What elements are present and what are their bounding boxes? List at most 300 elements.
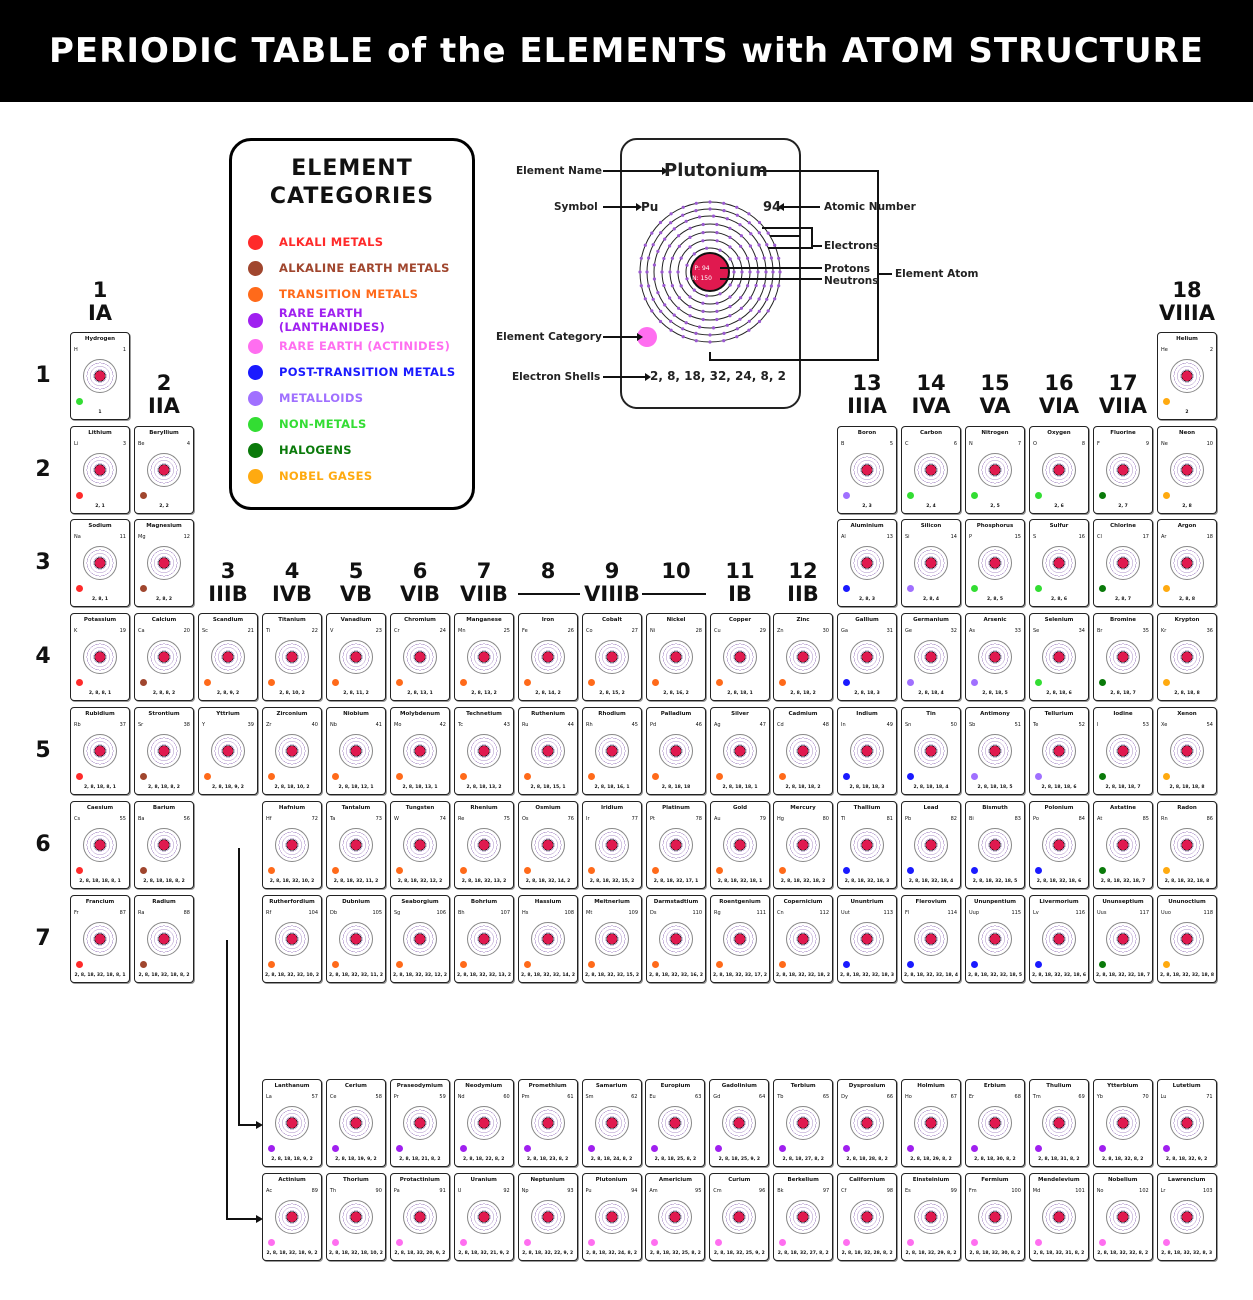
element-cell-mo[interactable] [390,707,450,795]
group-roman: VIA [1038,394,1080,418]
element-cell-se[interactable] [1029,613,1089,701]
key-electron [716,239,719,242]
element-cell-fr[interactable] [70,895,130,983]
category-dot [268,773,275,780]
element-cell-cf[interactable] [837,1173,897,1261]
element-cell-si[interactable] [901,519,961,607]
group-label [897,373,965,417]
element-symbol: Mg [138,534,146,540]
element-symbol: Tm [1032,1094,1041,1100]
element-atomic-number: 48 [822,722,829,728]
element-shells: 2, 8, 18, 32, 32, 18, 4 [903,973,959,978]
element-cell-tb[interactable] [773,1079,833,1167]
element-cell-tc[interactable] [454,707,514,795]
element-cell-c[interactable] [901,426,961,514]
atom-structure-icon [850,640,884,674]
element-cell-rn[interactable] [1157,801,1217,889]
key-electron [698,325,701,328]
key-electron [677,234,680,237]
element-cell-ca[interactable] [134,613,194,701]
element-atomic-number: 34 [1078,628,1085,634]
element-cell-cs[interactable] [70,801,130,889]
category-dot [396,1145,403,1152]
element-cell-gd[interactable] [709,1079,769,1167]
element-cell-lu[interactable] [1157,1079,1217,1167]
element-cell-bi[interactable] [965,801,1025,889]
atom-structure-icon [786,922,820,956]
atom-structure-icon [531,1200,565,1234]
element-cell-n[interactable] [965,426,1025,514]
element-symbol: Lr [1160,1188,1166,1194]
atom-structure-icon [147,546,181,580]
element-cell-rh[interactable] [582,707,642,795]
atom-structure-icon [786,828,820,862]
key-electron [705,247,708,250]
element-shells: 2, 8, 18, 8, 2 [148,785,180,790]
element-cell-nd[interactable] [454,1079,514,1167]
element-shells: 2, 8, 18, 4 [918,691,944,696]
element-name: Palladium [660,711,692,717]
element-cell-rg[interactable] [710,895,770,983]
element-atomic-number: 57 [311,1094,318,1100]
key-electron [644,244,647,247]
element-name: Copper [728,617,752,623]
element-cell-cn[interactable] [773,895,833,983]
element-atomic-number: 20 [183,628,190,634]
element-cell-na[interactable] [70,519,130,607]
key-electron [716,302,719,305]
key-electron [647,284,650,287]
element-cell-sm[interactable] [582,1079,642,1167]
element-cell-pd[interactable] [646,707,706,795]
key-electron [738,223,741,226]
key-electron [652,298,655,301]
element-cell-he[interactable] [1157,332,1217,420]
element-cell-cd[interactable] [773,707,833,795]
element-symbol: Pb [905,816,912,822]
group-number: 4 [284,559,300,583]
element-cell-os[interactable] [518,801,578,889]
element-name: Roentgenium [719,899,761,905]
element-atomic-number: 37 [119,722,126,728]
element-cell-p[interactable] [965,519,1025,607]
element-symbol: Uup [969,910,980,916]
atom-structure-icon [1106,1106,1140,1140]
element-cell-eu[interactable] [645,1079,705,1167]
element-shells: 2, 8, 8, 1 [88,691,112,696]
element-symbol: Ce [329,1094,337,1100]
element-cell-au[interactable] [710,801,770,889]
key-category-label: Element Category [496,331,602,343]
element-cell-la[interactable] [262,1079,322,1167]
element-name: Seaborgium [401,899,439,905]
element-cell-cl[interactable] [1093,519,1153,607]
key-electrons-label: Electrons [824,240,880,252]
element-shells: 2, 8, 18, 18, 9, 2 [271,1157,313,1162]
element-cell-hf[interactable] [262,801,322,889]
atom-structure-icon [531,828,565,862]
element-cell-w[interactable] [390,801,450,889]
category-dot [779,1145,786,1152]
atom-structure-icon [659,734,693,768]
element-name: Osmium [535,805,561,811]
key-electron [677,307,680,310]
element-cell-s[interactable] [1029,519,1089,607]
element-cell-uup[interactable] [965,895,1025,983]
element-cell-fm[interactable] [965,1173,1025,1261]
element-cell-b[interactable] [837,426,897,514]
key-electron [715,310,718,313]
element-name: Curium [728,1177,751,1183]
element-atomic-number: 39 [247,722,254,728]
atom-structure-icon [914,1106,948,1140]
category-dot [971,1239,978,1246]
element-cell-no[interactable] [1093,1173,1153,1261]
element-cell-sr[interactable] [134,707,194,795]
element-cell-am[interactable] [645,1173,705,1261]
key-protons-label: Protons [824,263,871,275]
period-label: 7 [35,926,51,951]
element-shells: 2, 8, 8 [1179,597,1195,602]
category-dot [268,1239,275,1246]
element-cell-sb[interactable] [965,707,1025,795]
element-cell-be[interactable] [134,426,194,514]
atom-structure-icon [1042,1106,1076,1140]
element-cell-o[interactable] [1029,426,1089,514]
element-shells: 2, 8, 8, 2 [152,691,176,696]
element-cell-er[interactable] [965,1079,1025,1167]
element-cell-ti[interactable] [262,613,322,701]
element-cell-ce[interactable] [326,1079,386,1167]
element-cell-sg[interactable] [390,895,450,983]
element-cell-mn[interactable] [454,613,514,701]
atom-structure-icon [786,640,820,674]
element-name: Aluminium [850,523,884,529]
group-label [386,561,454,605]
group-roman: VIIB [460,582,508,606]
category-dot [332,679,339,686]
element-name: Thallium [853,805,881,811]
element-cell-uus[interactable] [1093,895,1153,983]
element-cell-zn[interactable] [773,613,833,701]
element-cell-ba[interactable] [134,801,194,889]
element-atomic-number: 19 [119,628,126,634]
element-cell-zr[interactable] [262,707,322,795]
element-name: Sulfur [1049,523,1069,529]
element-shells: 2, 8, 18, 32, 18, 8, 1 [74,973,126,978]
element-name: Ytterbium [1107,1083,1139,1089]
element-name: Niobium [343,711,369,717]
key-nucleus [691,253,729,291]
element-cell-db[interactable] [326,895,386,983]
element-name: Hydrogen [84,336,116,342]
element-cell-ne[interactable] [1157,426,1217,514]
key-electron [715,318,718,321]
element-name: Vanadium [340,617,372,623]
element-cell-ds[interactable] [646,895,706,983]
element-cell-cr[interactable] [390,613,450,701]
element-symbol: Sn [905,722,912,728]
key-element-atom-label: Element Atom [895,268,979,280]
element-cell-al[interactable] [837,519,897,607]
element-name: Ununpentium [974,899,1016,905]
element-shells: 2, 5 [990,504,1000,509]
element-cell-fl[interactable] [901,895,961,983]
element-atomic-number: 22 [311,628,318,634]
key-electron [640,257,643,260]
group-roman: IIIB [208,582,248,606]
element-name: Caesium [86,805,114,811]
category-dot [1163,867,1170,874]
element-cell-u[interactable] [454,1173,514,1261]
element-cell-bh[interactable] [454,895,514,983]
key-electron [758,320,761,323]
key-electron [739,296,742,299]
element-cell-dy[interactable] [837,1079,897,1167]
atom-structure-icon [1170,828,1204,862]
element-shells: 2, 8, 18, 32, 32, 16, 2 [648,973,704,978]
element-name: Tin [926,711,936,717]
key-electron [640,284,643,287]
element-atomic-number: 91 [439,1188,446,1194]
element-cell-as[interactable] [965,613,1025,701]
element-cell-ge[interactable] [901,613,961,701]
element-shells: 2, 8, 18, 22, 8, 2 [462,1157,505,1162]
element-cell-yb[interactable] [1093,1079,1153,1167]
category-dot [1099,1239,1106,1246]
element-cell-es[interactable] [901,1173,961,1261]
key-symbol-label: Symbol [554,201,598,213]
element-shells: 2, 8, 18, 32, 30, 8, 2 [969,1251,1021,1256]
element-atomic-number: 46 [695,722,702,728]
element-cell-k[interactable] [70,613,130,701]
element-cell-np[interactable] [518,1173,578,1261]
element-cell-i[interactable] [1093,707,1153,795]
atom-structure-icon [723,640,757,674]
element-atomic-number: 72 [311,816,318,822]
element-cell-nb[interactable] [326,707,386,795]
element-cell-ru[interactable] [518,707,578,795]
key-electron [740,270,743,273]
element-cell-ra[interactable] [134,895,194,983]
element-shells: 2, 8, 18, 32, 24, 8, 2 [586,1251,637,1256]
element-cell-cm[interactable] [709,1173,769,1261]
element-cell-co[interactable] [582,613,642,701]
element-cell-hs[interactable] [518,895,578,983]
element-name: Actinium [278,1177,306,1183]
group-number: 1 [92,278,108,302]
category-dot [651,1145,658,1152]
element-atomic-number: 11 [119,534,126,540]
key-electron [705,294,708,297]
element-cell-pt[interactable] [646,801,706,889]
element-name: Neodymium [465,1083,503,1089]
element-cell-bk[interactable] [773,1173,833,1261]
category-dot [907,961,914,968]
atom-structure-icon [467,1200,501,1234]
key-electron [688,295,691,298]
category-dot [332,961,339,968]
key-electron [638,270,641,273]
element-shells: 2, 8, 18, 9, 2 [212,785,244,790]
element-cell-md[interactable] [1029,1173,1089,1261]
element-cell-sc[interactable] [198,613,258,701]
element-atomic-number: 25 [503,628,510,634]
element-cell-fe[interactable] [518,613,578,701]
key-electron [777,257,780,260]
element-shells: 2, 8, 18, 32, 25, 9, 2 [713,1251,765,1256]
element-cell-xe[interactable] [1157,707,1217,795]
element-symbol: Sc [202,628,208,634]
key-electron [739,245,742,248]
element-name: Tellurium [1044,711,1074,717]
element-shells: 2, 8, 13, 2 [471,691,497,696]
key-electron [764,270,767,273]
element-cell-f[interactable] [1093,426,1153,514]
element-cell-mg[interactable] [134,519,194,607]
element-cell-uut[interactable] [837,895,897,983]
atom-structure-icon [595,734,629,768]
key-electron [715,223,718,226]
element-cell-lv[interactable] [1029,895,1089,983]
element-cell-mt[interactable] [582,895,642,983]
element-cell-cu[interactable] [710,613,770,701]
element-symbol: Pu [585,1188,592,1194]
atom-structure-icon [1042,453,1076,487]
element-cell-po[interactable] [1029,801,1089,889]
atom-structure-icon [850,546,884,580]
atom-structure-icon [1106,828,1140,862]
atom-structure-icon [1042,1200,1076,1234]
element-cell-re[interactable] [454,801,514,889]
element-cell-uuo[interactable] [1157,895,1217,983]
element-shells: 2, 8, 18, 15, 1 [530,785,566,790]
element-symbol: Kr [1161,628,1167,634]
element-cell-pb[interactable] [901,801,961,889]
element-cell-pr[interactable] [390,1079,450,1167]
group-roman [642,584,710,605]
element-cell-ir[interactable] [582,801,642,889]
element-atomic-number: 106 [436,910,446,916]
element-cell-ta[interactable] [326,801,386,889]
element-symbol: Re [458,816,465,822]
element-cell-lr[interactable] [1157,1173,1217,1261]
element-cell-ni[interactable] [646,613,706,701]
element-cell-in[interactable] [837,707,897,795]
element-cell-kr[interactable] [1157,613,1217,701]
element-name: Indium [856,711,878,717]
category-dot [779,679,786,686]
element-atomic-number: 36 [1206,628,1213,634]
element-cell-ar[interactable] [1157,519,1217,607]
element-cell-pu[interactable] [582,1173,642,1261]
atom-structure-icon [147,828,181,862]
element-symbol: Nb [330,722,337,728]
key-electron [682,206,685,209]
element-shells: 2, 8, 9, 2 [216,691,240,696]
element-cell-pa[interactable] [390,1173,450,1261]
element-cell-rb[interactable] [70,707,130,795]
element-cell-h[interactable] [70,332,130,420]
element-atomic-number: 101 [1075,1188,1085,1194]
key-electron [722,339,725,342]
element-cell-pm[interactable] [518,1079,578,1167]
element-name: Copernicium [783,899,823,905]
element-name: Cerium [344,1083,367,1089]
element-cell-ho[interactable] [901,1079,961,1167]
key-nucleus-protons: P: 94 [694,265,710,272]
element-cell-ga[interactable] [837,613,897,701]
key-electron [644,297,647,300]
element-symbol: Db [330,910,338,916]
element-shells: 2, 8, 18, 18, 5 [977,785,1013,790]
element-cell-th[interactable] [326,1173,386,1261]
element-cell-hg[interactable] [773,801,833,889]
element-cell-rf[interactable] [262,895,322,983]
element-symbol: Th [329,1188,337,1194]
legend-label: HALOGENS [279,443,352,457]
element-cell-te[interactable] [1029,707,1089,795]
element-symbol: Eu [649,1094,656,1100]
element-cell-at[interactable] [1093,801,1153,889]
element-atomic-number: 78 [695,816,702,822]
atom-structure-icon [722,1200,756,1234]
element-atomic-number: 116 [1075,910,1085,916]
element-cell-li[interactable] [70,426,130,514]
element-cell-tm[interactable] [1029,1079,1089,1167]
key-shells-value: 2, 8, 18, 32, 24, 8, 2 [650,369,786,383]
category-dot [1035,867,1042,874]
element-name: Lead [923,805,939,811]
element-cell-ag[interactable] [710,707,770,795]
element-atomic-number: 66 [886,1094,894,1100]
element-symbol: Ti [266,628,271,634]
element-cell-tl[interactable] [837,801,897,889]
key-electron [765,243,768,246]
group-label [1025,373,1093,417]
element-cell-br[interactable] [1093,613,1153,701]
key-electron [736,214,739,217]
element-symbol: As [969,628,976,634]
element-atomic-number: 44 [567,722,574,728]
atom-structure-icon [723,734,757,768]
element-cell-sn[interactable] [901,707,961,795]
group-roman: IVA [911,394,951,418]
element-name: Lithium [88,430,112,436]
element-symbol: Li [74,441,79,447]
element-cell-ac[interactable] [262,1173,322,1261]
key-electron [722,202,725,205]
element-atomic-number: 43 [503,722,510,728]
element-symbol: Md [1032,1188,1041,1194]
atom-structure-icon [83,453,117,487]
category-dot [268,867,275,874]
element-name: Flerovium [915,899,947,905]
atom-structure-icon [275,640,309,674]
atom-structure-icon [531,922,565,956]
element-name: Meitnerium [594,899,630,905]
category-dot [588,1239,595,1246]
atom-structure-icon [595,1106,629,1140]
element-symbol: Rb [74,722,81,728]
element-cell-y[interactable] [198,707,258,795]
element-atomic-number: 76 [567,816,574,822]
category-dot [1035,961,1042,968]
element-atomic-number: 12 [183,534,190,540]
element-shells: 2, 4 [926,504,936,509]
element-name: Beryllium [149,430,179,436]
element-cell-v[interactable] [326,613,386,701]
